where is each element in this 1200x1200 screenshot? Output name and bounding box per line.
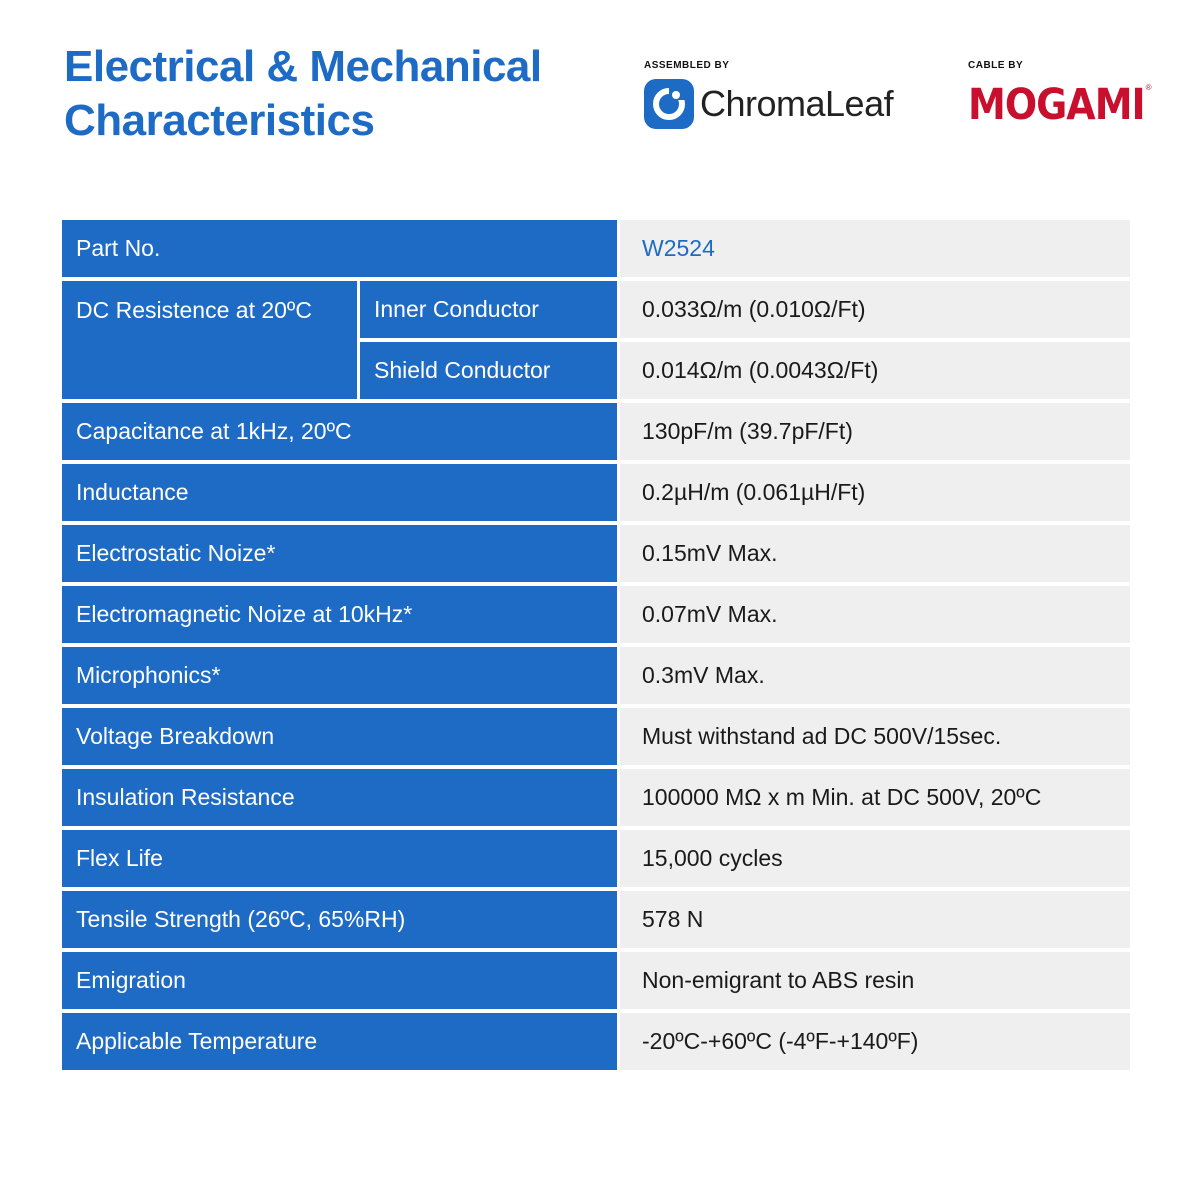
spec-label-dc-resistance: DC Resistence at 20ºC (62, 281, 360, 399)
spec-label: Capacitance at 1kHz, 20ºC (62, 403, 620, 460)
assembler-name: ChromaLeaf (700, 83, 894, 124)
spec-label: Insulation Resistance (62, 769, 620, 826)
spec-value: -20ºC-+60ºC (-4ºF-+140ºF) (620, 1013, 1130, 1070)
spec-value-inner-conductor: 0.033Ω/m (0.010Ω/Ft) (620, 281, 1130, 338)
spec-label: Emigration (62, 952, 620, 1009)
assembler-caption: ASSEMBLED BY (644, 60, 730, 71)
spec-label-inner-conductor: Inner Conductor (360, 281, 620, 338)
spec-value-part-no: W2524 (620, 220, 1130, 277)
spec-table (62, 220, 1130, 1070)
assembler-brand (644, 60, 893, 129)
cable-caption: CABLE BY (968, 60, 1024, 71)
page-title-line-1: Electrical & Mechanical (64, 42, 542, 91)
spec-label: Microphonics* (62, 647, 620, 704)
chromaleaf-logo (644, 79, 893, 129)
mogami-logo (968, 79, 1152, 129)
cable-brand (968, 60, 1152, 129)
spec-value: 0.15mV Max. (620, 525, 1130, 582)
spec-label-shield-conductor: Shield Conductor (360, 342, 620, 399)
spec-value: 578 N (620, 891, 1130, 948)
spec-value: 100000 MΩ x m Min. at DC 500V, 20ºC (620, 769, 1130, 826)
spec-value: Must withstand ad DC 500V/15sec. (620, 708, 1130, 765)
spec-label: Voltage Breakdown (62, 708, 620, 765)
cable-name: MOGAMI (968, 79, 1145, 129)
spec-value: 130pF/m (39.7pF/Ft) (620, 403, 1130, 460)
registered-mark: ® (1145, 83, 1152, 92)
spec-label: Tensile Strength (26ºC, 65%RH) (62, 891, 620, 948)
spec-value: 0.2µH/m (0.061µH/Ft) (620, 464, 1130, 521)
spec-label: Inductance (62, 464, 620, 521)
page-title-line-2: Characteristics (64, 96, 375, 145)
spec-value: 0.07mV Max. (620, 586, 1130, 643)
spec-value: 15,000 cycles (620, 830, 1130, 887)
spec-label: Electrostatic Noize* (62, 525, 620, 582)
spec-value: 0.3mV Max. (620, 647, 1130, 704)
spec-label: Flex Life (62, 830, 620, 887)
spec-label: Electromagnetic Noize at 10kHz* (62, 586, 620, 643)
spec-value: Non-emigrant to ABS resin (620, 952, 1130, 1009)
chromaleaf-leaf-icon (644, 79, 694, 129)
spec-label: Applicable Temperature (62, 1013, 620, 1070)
page-title (64, 40, 542, 148)
spec-label-part-no: Part No. (62, 220, 620, 277)
spec-value-shield-conductor: 0.014Ω/m (0.0043Ω/Ft) (620, 342, 1130, 399)
